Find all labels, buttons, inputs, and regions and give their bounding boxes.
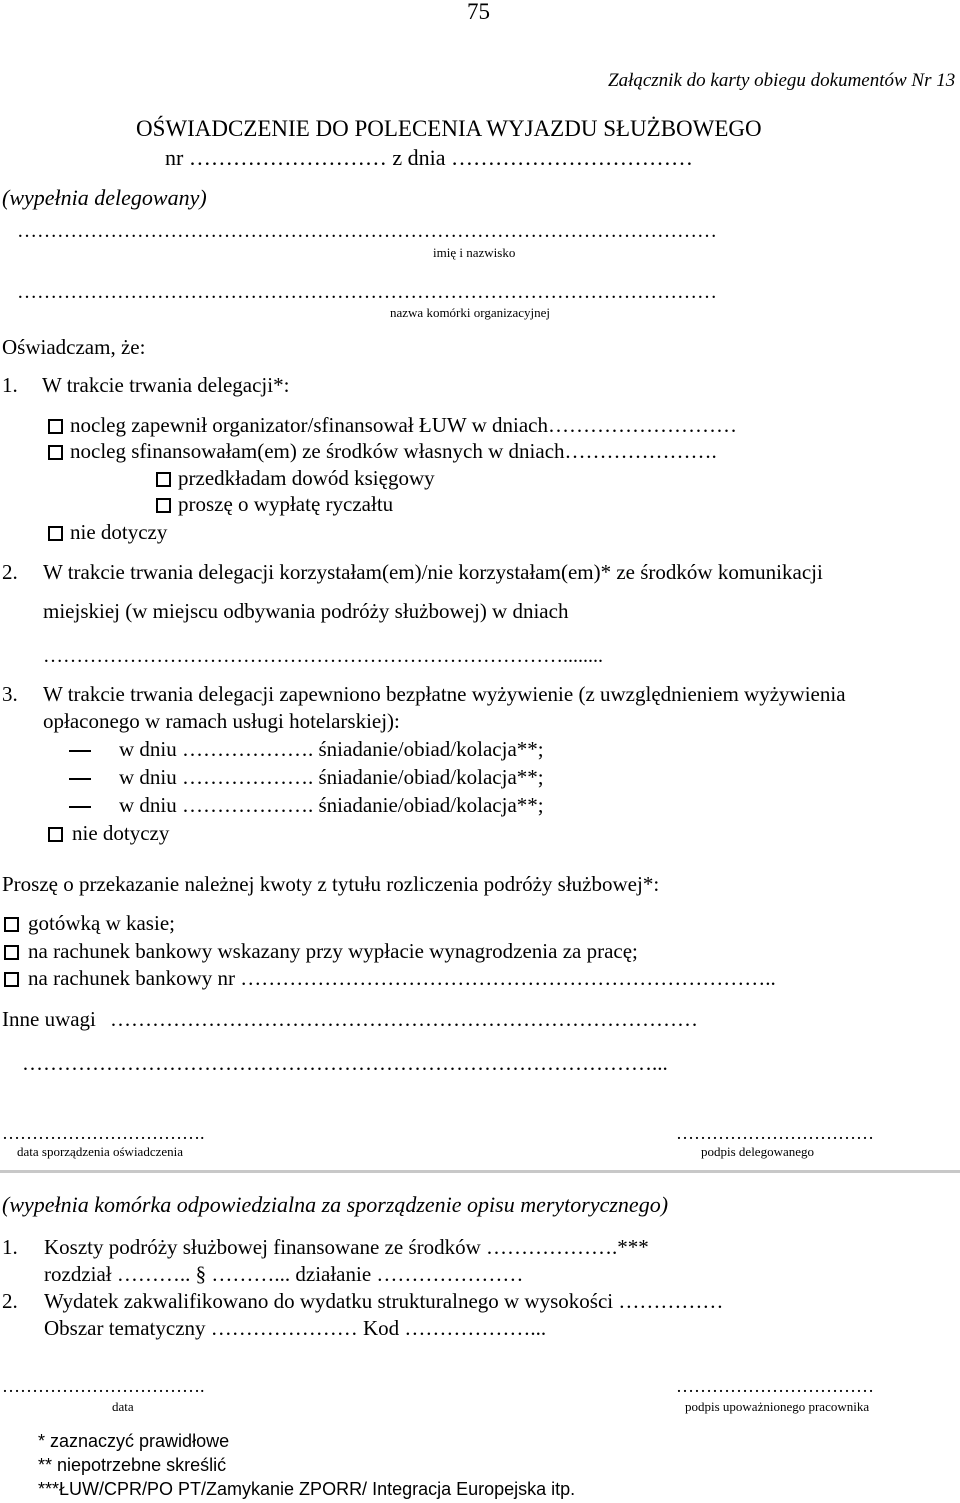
- remarks-label: Inne uwagi: [2, 1007, 96, 1031]
- option-receipt: przedkładam dowód księgowy: [178, 466, 435, 490]
- checkbox-bank-account[interactable]: [4, 972, 19, 987]
- annex-reference: Załącznik do karty obiegu dokumentów Nr 13: [608, 70, 956, 91]
- footnote-2: ** niepotrzebne skreślić: [38, 1455, 227, 1475]
- option-own-funds: nocleg sfinansowałam(em) ze środków własnych w dniach………………….: [70, 439, 717, 463]
- unit-field[interactable]: ……………………………………………………………………………………………: [17, 281, 717, 303]
- date-field-1[interactable]: …………………………….: [2, 1123, 205, 1143]
- option-bank-account[interactable]: na rachunek bankowy nr …………………………………………………………………..: [28, 966, 776, 990]
- footnote-1: * zaznaczyć prawidłowe: [38, 1431, 230, 1451]
- unit-caption: nazwa komórki organizacyjnej: [390, 305, 551, 320]
- option-salary-account: na rachunek bankowy wskazany przy wypłacie wynagrodzenia za pracę;: [28, 939, 638, 963]
- section2-dates-field[interactable]: ……………………………………………………………………........: [43, 645, 603, 667]
- costs-number-1: 1.: [2, 1235, 18, 1259]
- signature-caption-officer: podpis upoważnionego pracownika: [685, 1399, 870, 1414]
- signature-caption-delegate: podpis delegowanego: [701, 1144, 815, 1159]
- option-lump-sum: proszę o wypłatę ryczałtu: [178, 492, 394, 516]
- remarks-field-2[interactable]: ………………………………………………………………………………...: [22, 1051, 668, 1075]
- section2-line1: W trakcie trwania delegacji korzystałam(em)/nie korzystałam(em)* ze środków komunikacji: [43, 560, 823, 584]
- meal-item-2[interactable]: w dniu ………………. śniadanie/obiad/kolacja**;: [119, 765, 544, 789]
- section-divider: [0, 1170, 960, 1173]
- dash-bullet: [69, 778, 91, 780]
- costs-number-2: 2.: [2, 1289, 18, 1313]
- payment-heading: Proszę o przekazanie należnej kwoty z tytułu rozliczenia podróży służbowej*:: [2, 872, 660, 896]
- dash-bullet: [69, 806, 91, 808]
- checkbox-organizer[interactable]: [48, 419, 63, 434]
- option-organizer: nocleg zapewnił organizator/sfinansował ŁUW w dniach………………………: [70, 413, 737, 437]
- name-field[interactable]: ……………………………………………………………………………………………: [17, 220, 717, 242]
- section3-line2: opłaconego w ramach usługi hotelarskiej):: [43, 709, 400, 733]
- option-not-applicable-1: nie dotyczy: [70, 520, 168, 544]
- section3-line1: W trakcie trwania delegacji zapewniono bezpłatne wyżywienie (z uwzględnieniem wyżywienia: [43, 682, 846, 706]
- section3-number: 3.: [2, 682, 18, 706]
- remarks-field-1[interactable]: …………………………………………………………………………: [110, 1007, 698, 1031]
- costs-line1[interactable]: Koszty podróży służbowej finansowane ze środków ……………….***: [44, 1235, 649, 1259]
- filler-unit-note: (wypełnia komórka odpowiedzialna za sporządzenie opisu merytorycznego): [2, 1192, 669, 1217]
- name-caption: imię i nazwisko: [433, 245, 516, 260]
- checkbox-own-funds[interactable]: [48, 445, 63, 460]
- section2-number: 2.: [2, 560, 18, 584]
- costs-line3[interactable]: Wydatek zakwalifikowano do wydatku strukturalnego w wysokości ……………: [44, 1289, 724, 1313]
- number-date-line[interactable]: nr ……………………… z dnia ……………………………: [165, 145, 693, 170]
- checkbox-receipt[interactable]: [156, 472, 171, 487]
- section1-heading: W trakcie trwania delegacji*:: [42, 373, 290, 397]
- costs-line4[interactable]: Obszar tematyczny ………………… Kod ………………...: [44, 1316, 547, 1340]
- checkbox-not-applicable-3[interactable]: [48, 827, 63, 842]
- date-field-2[interactable]: …………………………….: [2, 1376, 205, 1396]
- meal-item-1[interactable]: w dniu ………………. śniadanie/obiad/kolacja**;: [119, 737, 544, 761]
- section2-line2: miejskiej (w miejscu odbywania podróży służbowej) w dniach: [43, 599, 569, 623]
- date-caption-1: data sporządzenia oświadczenia: [17, 1144, 184, 1159]
- checkbox-not-applicable-1[interactable]: [48, 526, 63, 541]
- declaration-label: Oświadczam, że:: [2, 335, 146, 359]
- checkbox-cash[interactable]: [4, 917, 19, 932]
- option-cash: gotówką w kasie;: [28, 911, 175, 935]
- signature-field-delegate[interactable]: ……………………………: [676, 1123, 874, 1143]
- meal-item-3[interactable]: w dniu ………………. śniadanie/obiad/kolacja**;: [119, 793, 544, 817]
- costs-line2[interactable]: rozdział ……….. § ………... działanie …………………: [44, 1262, 524, 1286]
- dash-bullet: [69, 750, 91, 752]
- option-not-applicable-3: nie dotyczy: [72, 821, 170, 845]
- date-caption-2: data: [112, 1399, 134, 1414]
- section1-number: 1.: [2, 373, 18, 397]
- page-number: 75: [467, 0, 490, 24]
- checkbox-salary-account[interactable]: [4, 945, 19, 960]
- filler-delegate-note: (wypełnia delegowany): [2, 185, 207, 210]
- signature-field-officer[interactable]: ……………………………: [676, 1376, 874, 1396]
- document-title: OŚWIADCZENIE DO POLECENIA WYJAZDU SŁUŻBOWEGO: [136, 116, 762, 141]
- footnote-3: ***ŁUW/CPR/PO PT/Zamykanie ZPORR/ Integracja Europejska itp.: [38, 1479, 576, 1499]
- checkbox-lump-sum[interactable]: [156, 498, 171, 513]
